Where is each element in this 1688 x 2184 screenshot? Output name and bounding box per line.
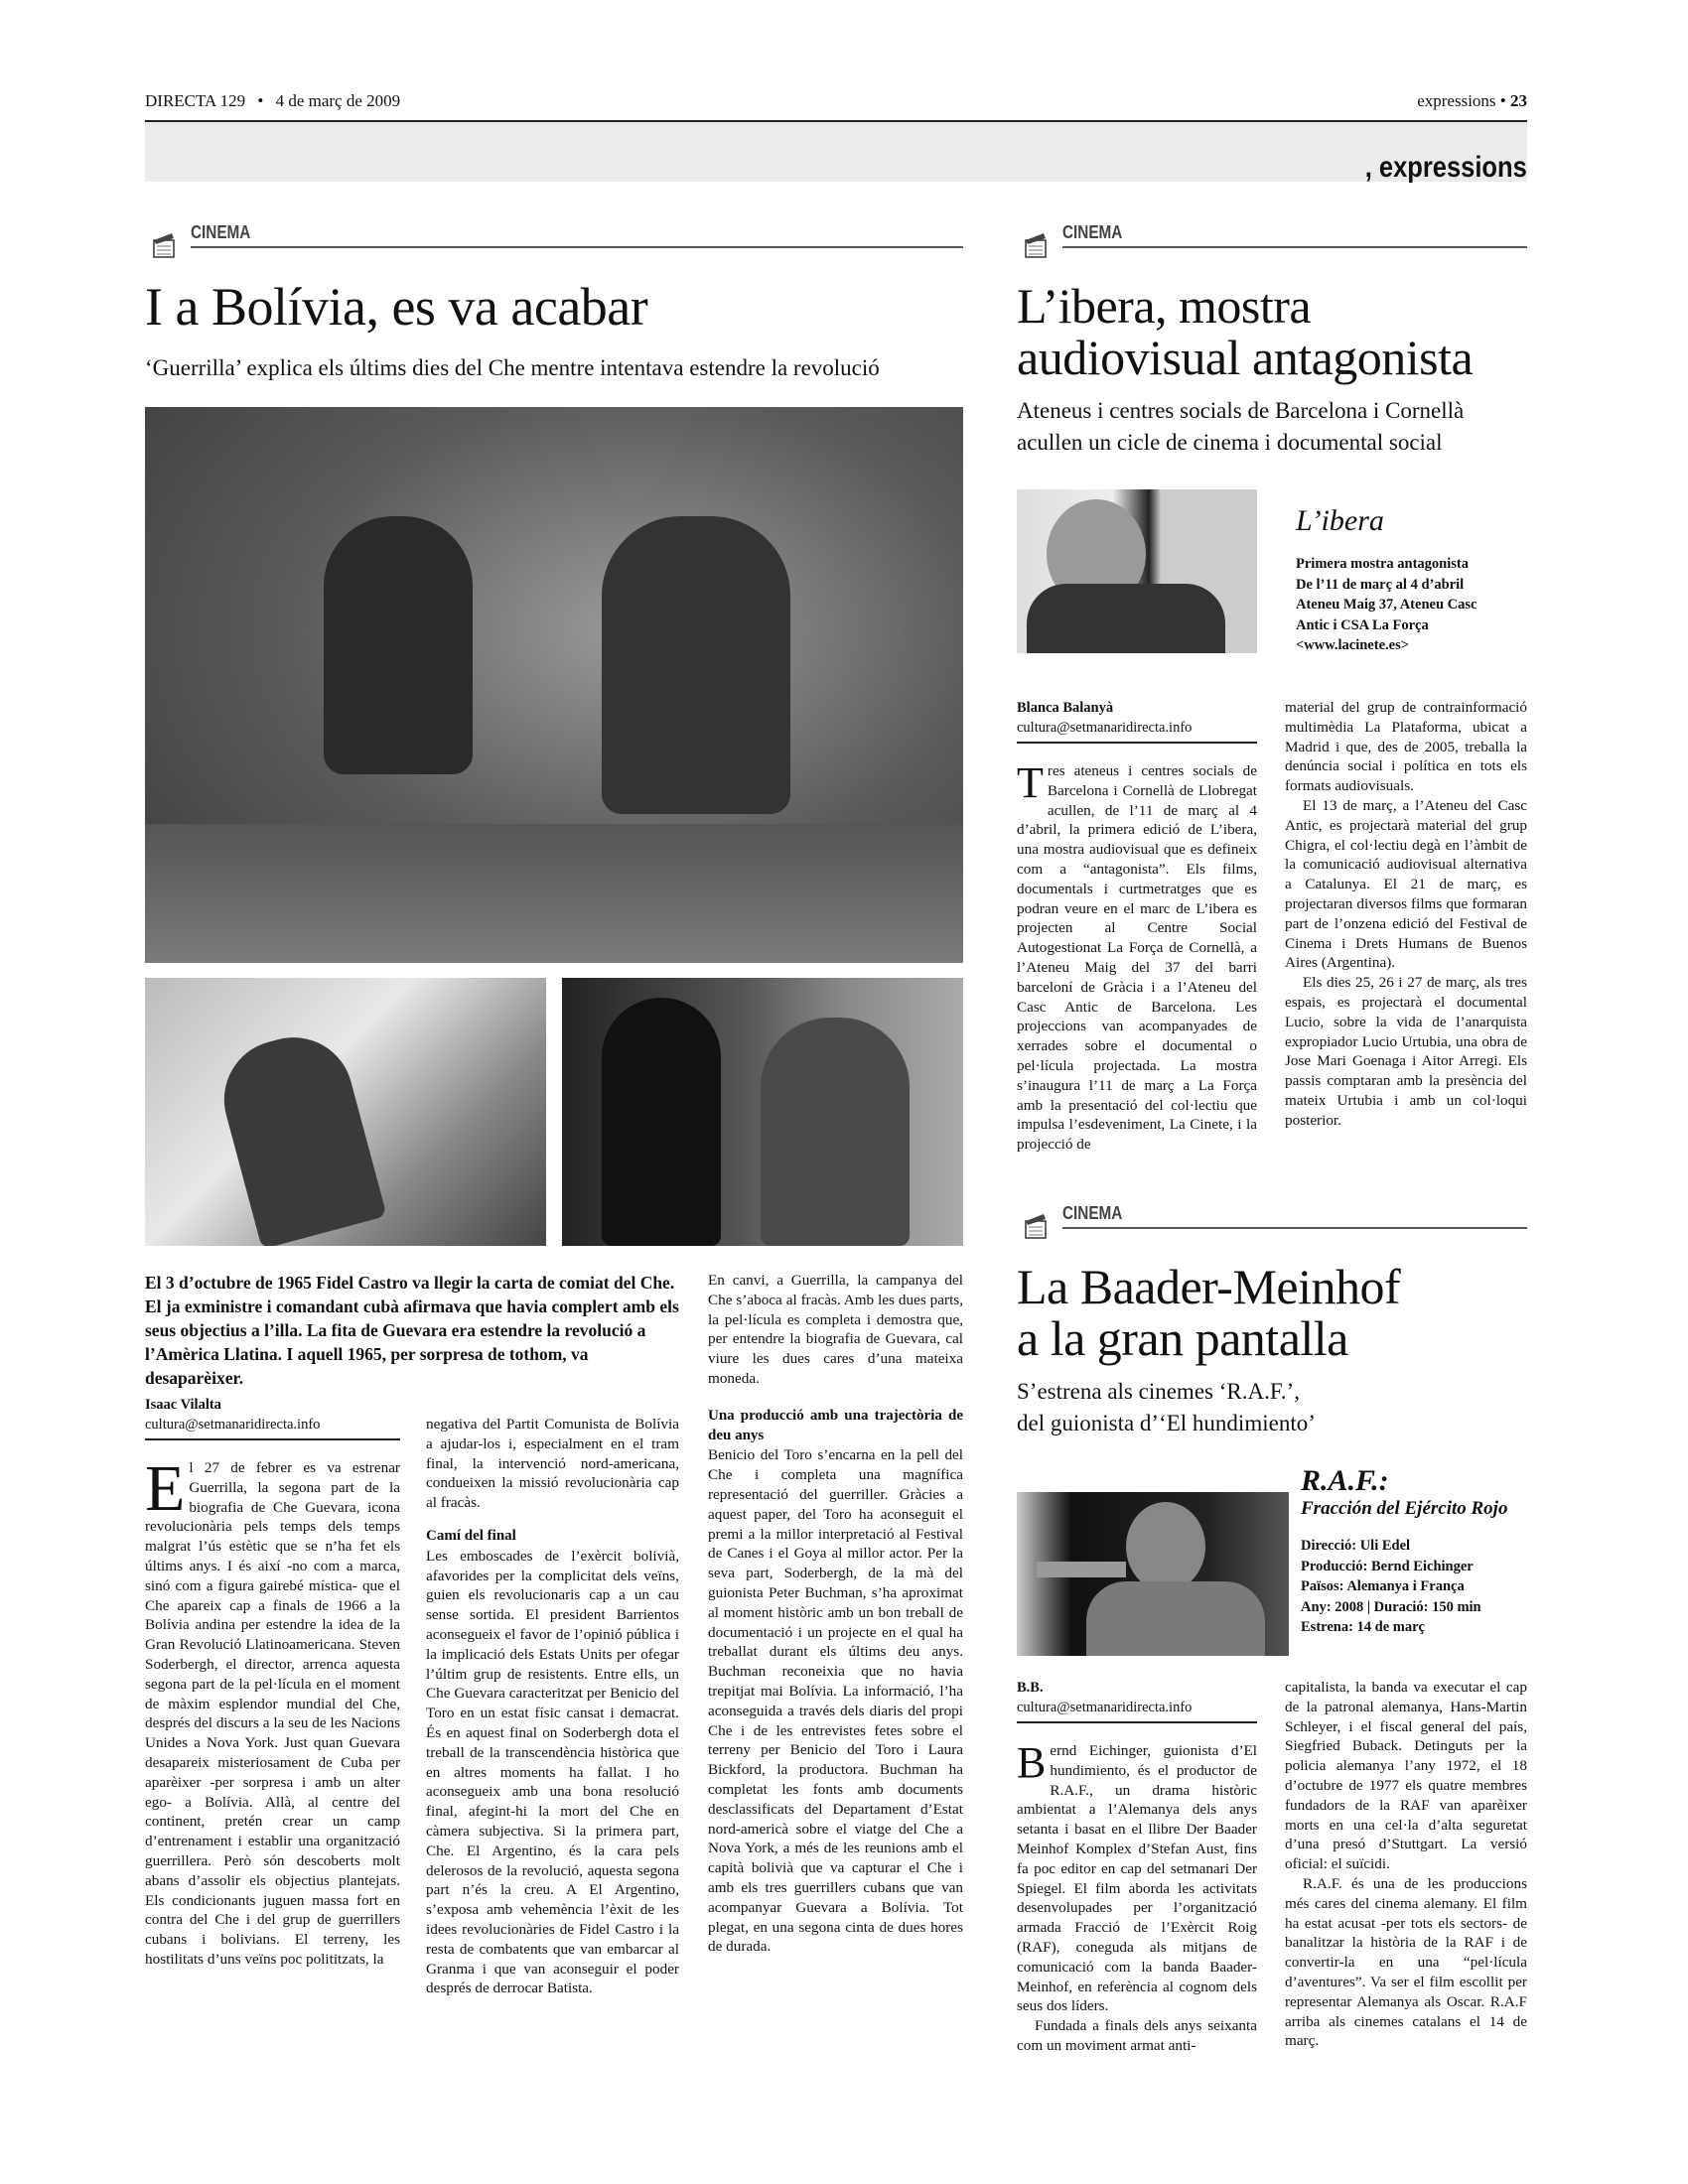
infobox-line: Antic i CSA La Força (1296, 616, 1429, 633)
infobox-libera (1296, 504, 1529, 656)
byline (1017, 698, 1257, 744)
body-paragraph: Fundada a finals dels anys seixanta com un moviment armat anti- (1017, 2017, 1257, 2054)
author-email[interactable]: cultura@setmanaridirecta.info (1017, 720, 1193, 736)
drop-cap: T (1017, 758, 1044, 807)
author-name: B.B. (1017, 1680, 1044, 1696)
body-paragraph: l 27 de febrer es va estrenar Guerrilla, la segona part de la biografia de Che Guevara, icona revolucionària pels temps dels temps malgrat l’ús estètic que se n’ha fet els últims anys. I és així -no com a marca, sinó com a figura gairebé mística- que el Che apareix cap a finals de 1966 a la Bolívia andina per estendre la idea de la Gran Revolució Llatinoamericana. Steven Soderbergh, el director, arrenca aquesta segona part de la pel·lícula en el moment de màxim esplendor mundial del Che, després del discurs a la seu de les Nacions Unides a Nova York. Just quan Guevara desapareix misteriosament de Cuba per aparèixer -per sorpresa i amb un alter ego- a Bolívia. Allà, al centre del continent, pretén crear un camp d’entrenament i establir una organització guerrillera. Però són descoberts molt abans d’assolir els objectius plantejats. Els condicionants juguen massa fort en contra del Che i del grup de guerrillers cubans i bolivians. El terreny, les hostilitats d’uns veïns poc polititzats, la (145, 1459, 400, 1968)
infobox-line: Producció: Bernd Eichinger (1301, 1558, 1474, 1574)
infobox-line: Primera mostra antagonista (1296, 556, 1469, 572)
author-email[interactable]: cultura@setmanaridirecta.info (1017, 1700, 1193, 1715)
kicker-label: CINEMA (1062, 222, 1123, 242)
photo-raf-woman-with-gun (1017, 1492, 1289, 1656)
body-paragraph: material del grup de contrainformació multimèdia La Plataforma, ubicat a Madrid i que, des de 2005, treballa la denúncia social i política en tots els formats audiovisuals. (1285, 699, 1527, 795)
infobox-raf (1301, 1464, 1534, 1638)
kicker-cinema-1 (145, 222, 963, 256)
drop-cap: E (145, 1452, 186, 1525)
infobox-line: Països: Alemanya i França (1301, 1578, 1465, 1594)
kicker-label: CINEMA (191, 222, 251, 242)
photo-che-with-pistol (145, 978, 546, 1246)
figure-silhouette (602, 516, 790, 814)
issue-date: 4 de març de 2009 (275, 91, 401, 110)
article1-column-2 (426, 1415, 679, 1998)
infobox-title: R.A.F.: (1301, 1464, 1389, 1497)
figure-silhouette (324, 516, 473, 774)
infobox-line: Estrena: 14 de març (1301, 1619, 1425, 1635)
section-band (145, 122, 1527, 182)
photo-guerrillas-resting (145, 407, 963, 963)
author-name: Isaac Vilalta (145, 1397, 221, 1413)
kicker-rule (191, 246, 963, 248)
body-paragraph: Les emboscades de l’exèrcit bolivià, afavorides per la complicitat dels veïns, guien els revolucionaris cap a un cau sense sortida. El president Barrientos aconsegueix el favor de l’opinió pública i la implicació dels Estats Units per ofegar l’últim grup de resistents. Entre ells, un Che Guevara caracteritzat per Benicio del Toro en un estat físic cansat i demacrat. És en aquest final on Soderbergh dota el treball de la transcendència històrica que en altres moments ha fallat. I ho aconsegueix amb una bona resolució final, afegint-hi la mort del Che en càmera subjectiva. Si la primera part, Che. El Argentino, és la cara pels delerosos de la revolució, aquesta segona part n’és la creu. A El Argentino, s’exposa amb vehemència l’èxit de les idees revolucionàries de Fidel Castro i la resta de combatents que van embarcar al Granma i que van aconseguir el poder després de derrocar Batista. (426, 1547, 679, 1997)
article1-column-3 (708, 1271, 963, 1957)
author-name: Blanca Balanyà (1017, 700, 1114, 716)
body-paragraph: capitalista, la banda va executar el cap de la patronal alemanya, Hans-Martin Schleyer, i el fiscal general del país, Siegfried Buback. Detinguts per la policia alemanya l’any 1972, el 18 d’octubre de 1977 els quatre membres fundadors de la RAF van aparèixer morts en una cel·la d’alta seguretat d’una presó d’Stuttgart. La versió oficial: el suïcidi. (1285, 1679, 1527, 1873)
page-header-left (145, 91, 400, 111)
section-name: expressions • (1417, 91, 1506, 110)
kicker-rule (1062, 1227, 1527, 1229)
body-paragraph: R.A.F. és una de les produccions més cares del cinema alemany. El film ha estat acusat -per tots els sectors- de banalitzar la història de la RAF i de convertir-la en una “pel·lícula d’aventures”. Va ser el film escollit per representar Alemanya als Oscar. R.A.F arriba als cinemes catalans el 14 de març. (1285, 1874, 1527, 2050)
clapperboard-icon (151, 230, 181, 260)
section-banner: , expressions (1364, 151, 1527, 184)
article2-column-2 (1285, 698, 1527, 1131)
header-separator: • (257, 91, 264, 110)
kicker-cinema-3 (1017, 1203, 1527, 1237)
body-paragraph: negativa del Partit Comunista de Bolívia a ajudar-los i, especialment en el tram final, la intervenció nord-americana, condueixen la missió revolucionària cap al fracàs. (426, 1416, 679, 1512)
publication-name: DIRECTA 129 (145, 91, 246, 110)
article-lede: El 3 d’octubre de 1965 Fidel Castro va llegir la carta de comiat del Che. El ja exministre i comandant cubà afirmava que havia complert amb els seus objectius a l’illa. La fita de Guevara era estendre la revolució a l’Amèrica Llatina. I aquell 1965, per sorpresa de tothom, va desaparèixer. (145, 1273, 679, 1388)
kicker-cinema-2 (1017, 222, 1527, 256)
infobox-subtitle: Fracción del Ejército Rojo (1301, 1498, 1508, 1519)
infobox-line: Direcció: Uli Edel (1301, 1538, 1411, 1554)
article2-column-1 (1017, 698, 1257, 1155)
body-paragraph: En canvi, a Guerrilla, la campanya del Che s’aboca al fracàs. Amb les dues parts, la pel·lícula es completa i demostra que, per entendre la biografia de Guevara, cal viure les dues cares d’una mateixa moneda. (708, 1272, 963, 1387)
article-title: L’ibera, mostra audiovisual antagonista (1017, 278, 1474, 385)
author-email[interactable]: cultura@setmanaridirecta.info (145, 1417, 321, 1433)
drop-cap: B (1017, 1738, 1047, 1787)
body-paragraph: res ateneus i centres socials de Barcelona i Cornellà de Llobregat acullen, de l’11 de març al 4 d’abril, la primera edició de L’ibera, una mostra audiovisual que es defineix com a “antagonista”. Els films, documentals i curtmetratges que es podran veure en el marc de L’ibera es projecten al Centre Social Autogestionat La Força de Cornellà, a l’Ateneu Maig del 37 del barri barceloní de Gràcia i a l’Ateneu del Casc Antic de Barcelona. Les projeccions van acompanyades de xerrades sobre el documental o pel·lícula projectada. La mostra s’inaugura l’11 de març a La Força amb la presentació del col·lectiu que impulsa l’esdeveniment, La Cinete, i la projecció de (1017, 762, 1257, 1154)
article3-column-1 (1017, 1678, 1257, 2056)
article-subtitle: ‘Guerrilla’ explica els últims dies del Che mentre intentava estendre la revolució (145, 355, 880, 380)
article-title: I a Bolívia, es va acabar (145, 277, 648, 337)
article-title: La Baader-Meinhof a la gran pantalla (1017, 1259, 1401, 1366)
page-header-right (1417, 91, 1527, 111)
body-paragraph: ernd Eichinger, guionista d’El hundimiento, és el productor de R.A.F., un drama històric ambientat a l’Alemanya dels anys setanta i basat en el llibre Der Baader Meinhof Komplex d’Stefan Aust, fins fa poc editor en cap del setmanari Der Spiegel. El film aborda les activitats desenvolupades per l’organització armada Fracció de l’Exèrcit Roig (RAF), coneguda als mitjans de comunicació com la banda Baader-Meinhof, en referència al cognom dels seus dos líders. (1017, 1742, 1257, 2015)
photo-che-and-woman (562, 978, 963, 1246)
clapperboard-icon (1023, 230, 1053, 260)
body-paragraph: El 13 de març, a l’Ateneu del Casc Antic, es projectarà material del grup Chigra, el col·lectiu degà en l’àmbit de la comunicació audiovisual alternativa a Catalunya. El 21 de març, es projectaran diversos films que formaran part de l’onzena edició del Festival de Cinema i Drets Humans de Buenos Aires (Argentina). (1285, 796, 1527, 972)
infobox-title: L’ibera (1296, 504, 1384, 537)
infobox-line: Ateneu Maig 37, Ateneu Casc (1296, 597, 1477, 613)
article-subtitle: Ateneus i centres socials de Barcelona i Cornellà acullen un cicle de cinema i documental social (1017, 398, 1465, 455)
kicker-rule (1062, 246, 1527, 248)
byline (1017, 1678, 1257, 1723)
page-number: 23 (1510, 91, 1527, 110)
subheading: Una producció amb una trajectòria de deu anys (708, 1407, 963, 1443)
clapperboard-icon (1023, 1211, 1053, 1241)
photo-lucio-urtubia (1017, 489, 1257, 653)
article3-column-2 (1285, 1678, 1527, 2051)
byline (145, 1395, 400, 1440)
infobox-line: Any: 2008 | Duració: 150 min (1301, 1598, 1481, 1615)
article1-column-1 (145, 1395, 400, 1970)
infobox-line: De l’11 de març al 4 d’abril (1296, 576, 1465, 593)
body-paragraph: Benicio del Toro s’encarna en la pell del Che i completa una magnífica representació del guerriller. Gràcies a aquest paper, del Toro ha aconseguit el premi a la millor interpretació al Festival de Canes i el Goya al millor actor. Per la seva part, Soderbergh, de la mà del guionista Peter Buchman, s’ha aproximat al moment històric amb un bon treball de documentació i un projecte en el qual ha treballat durant els últims deu anys. Buchman reconeixia que no havia trepitjat mai Bolívia. La informació, l’ha aconseguida a través dels diaris del propi Che i de les entrevistes fetes sobre el terreny per Benicio del Toro i Laura Bickford, la productora. Buchman ha completat les fonts amb documents desclassificats del Departament d’Estat nord-americà sobre el viatge del Che a Nova York, a més de les reunions amb el capità bolivià que va capturar el Che i amb els tres guerrillers cubans que van acompanyar Guevara a Bolívia. Tot plegat, en una segona cinta de dues hores de durada. (708, 1446, 963, 1956)
body-paragraph: Els dies 25, 26 i 27 de març, als tres espais, es projectarà el documental Lucio, sobre la vida de l’anarquista expropiador Lucio Urtubia, una obra de Jose Mari Goenaga i Aitor Arregi. Els passis comptaran amb la presència del mateix Urtubia i amb un col·loqui posterior. (1285, 974, 1527, 1129)
subheading: Camí del final (426, 1527, 516, 1544)
article-subtitle: S’estrena als cinemes ‘R.A.F.’, del guionista d’‘El hundimiento’ (1017, 1379, 1316, 1435)
infobox-link[interactable]: <www.lacinete.es> (1296, 637, 1409, 653)
kicker-label: CINEMA (1062, 1203, 1123, 1223)
